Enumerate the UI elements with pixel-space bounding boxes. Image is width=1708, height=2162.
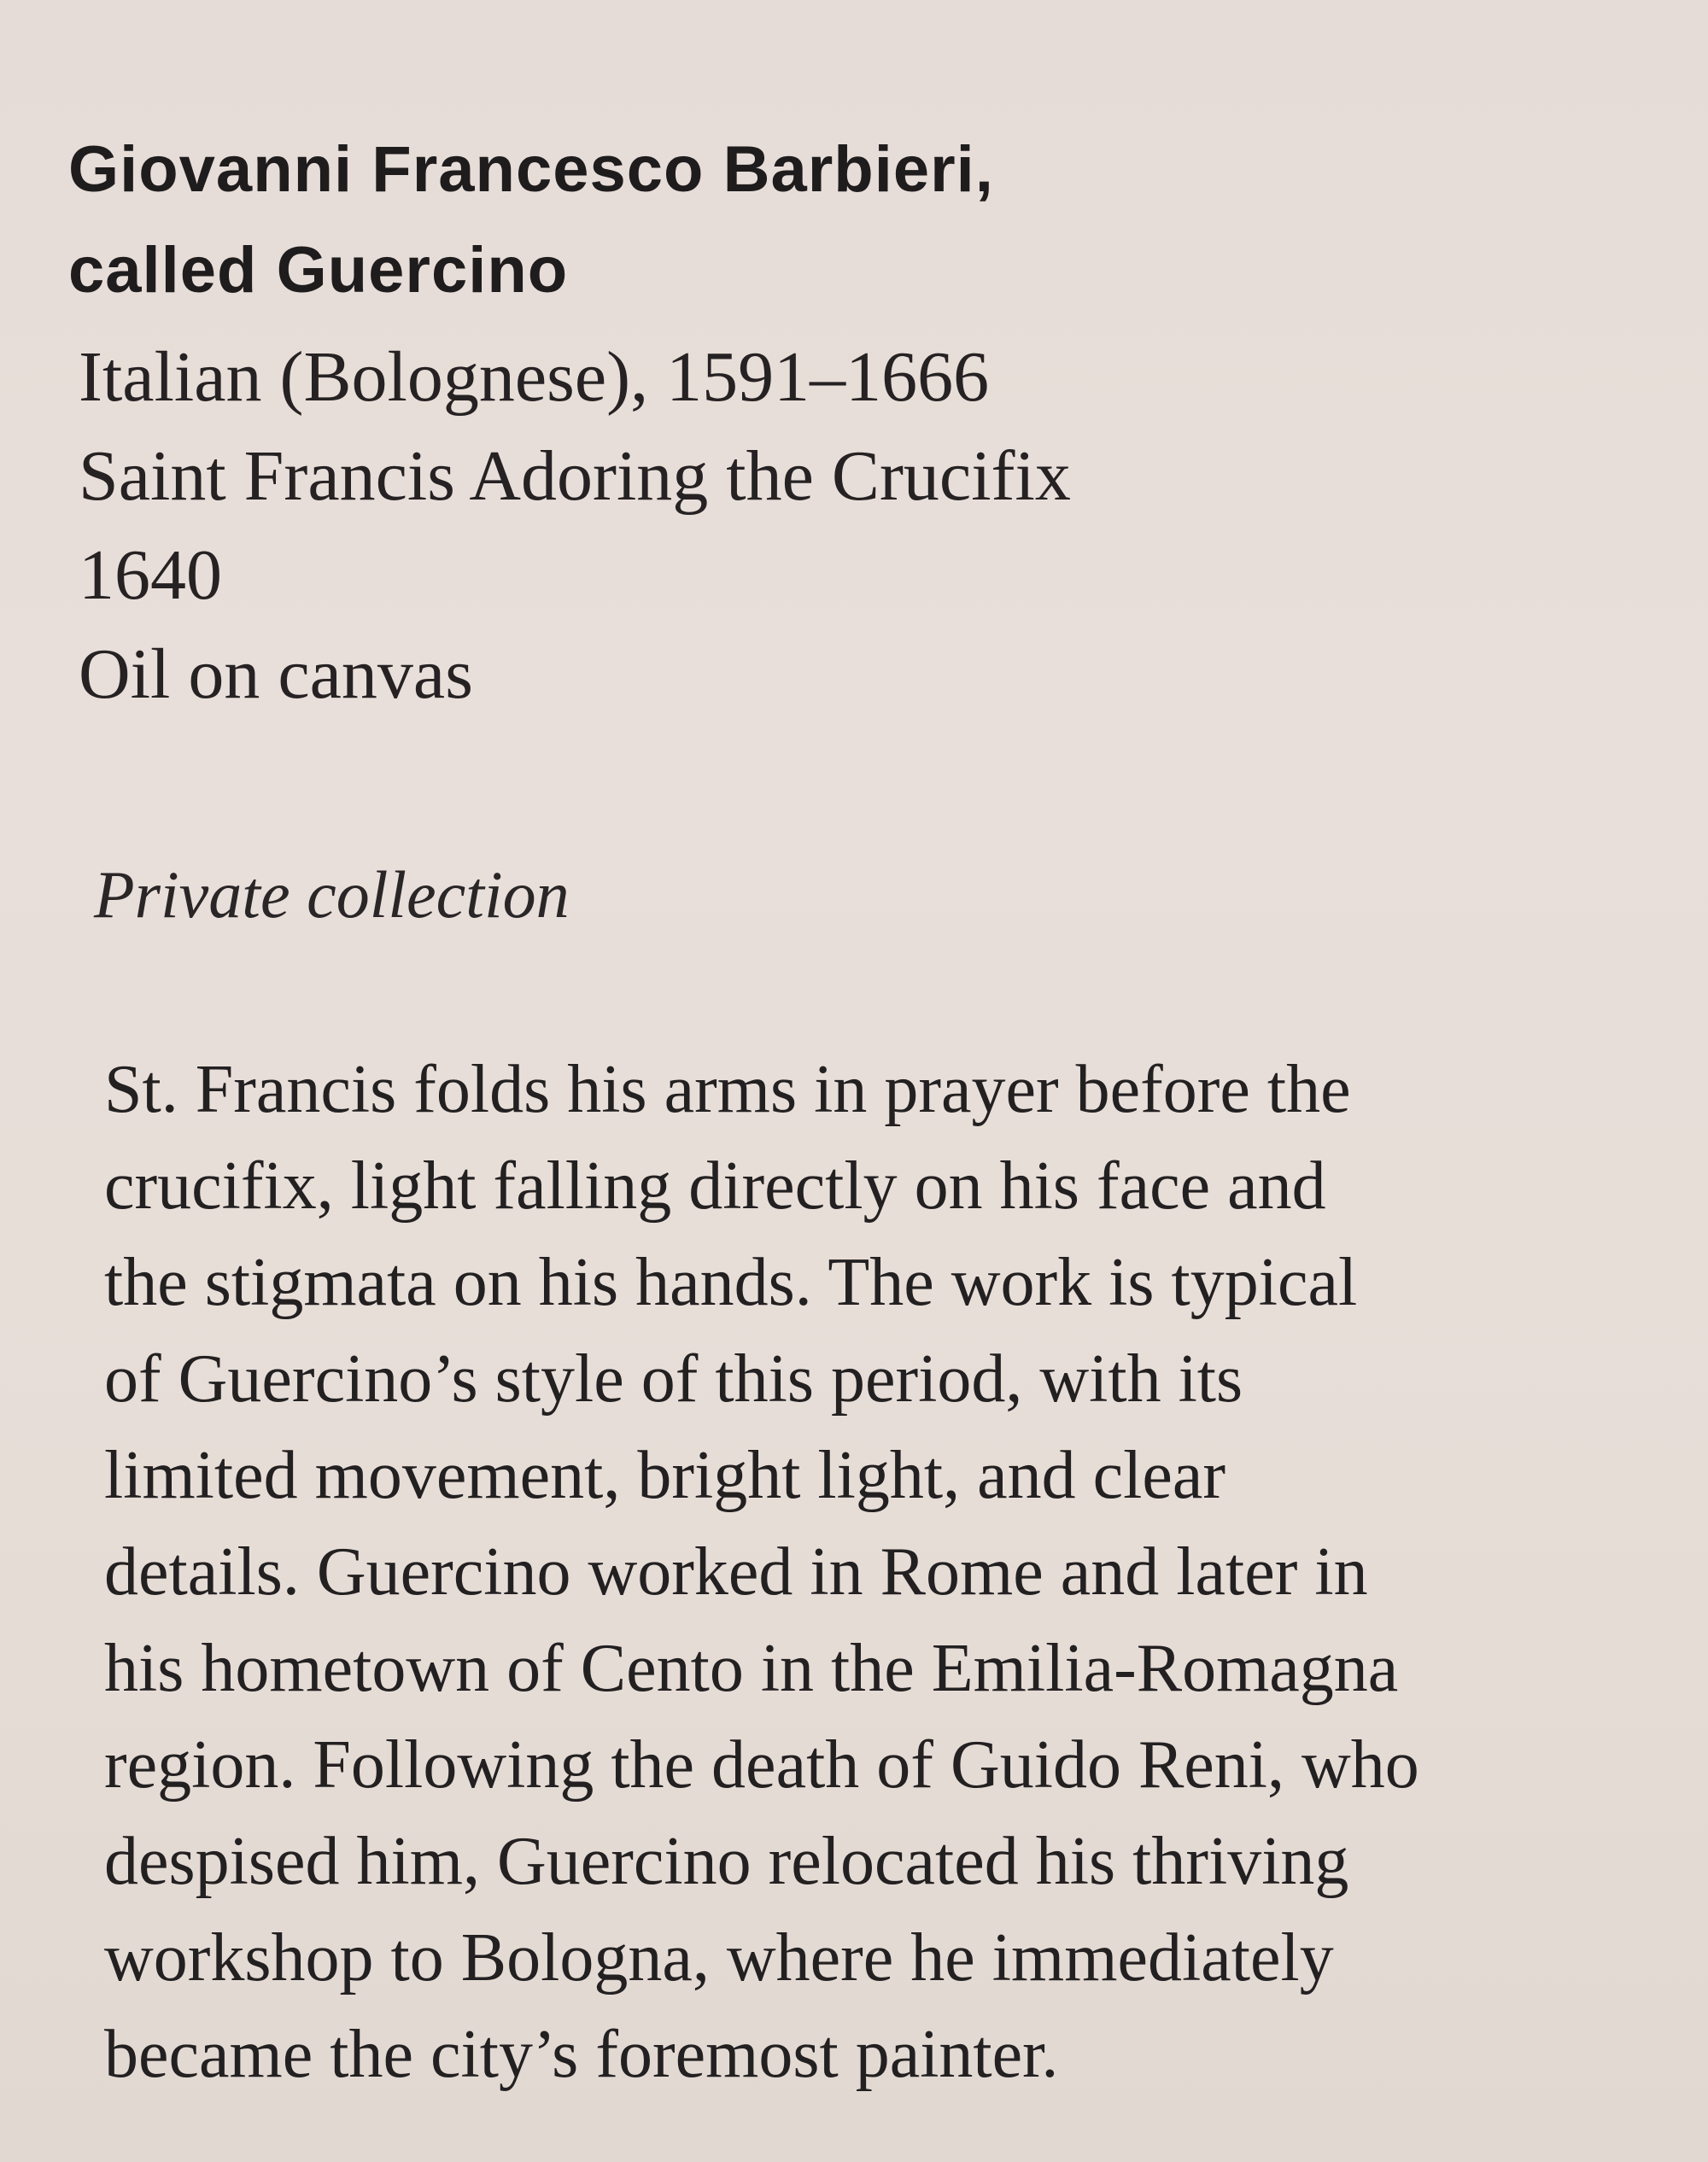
artwork-details <box>79 328 1071 724</box>
description-line: details. Guercino worked in Rome and later in <box>104 1534 1368 1610</box>
artist-name-line-1: Giovanni Francesco Barbieri, <box>68 133 994 206</box>
credit-line: Private collection <box>94 857 570 932</box>
description-line: became the city’s foremost painter. <box>104 2017 1059 2092</box>
artwork-title: Saint Francis Adoring the Crucifix <box>79 436 1071 516</box>
artist-name-line-2: called Guercino <box>68 234 569 307</box>
artwork-date: 1640 <box>79 535 222 615</box>
artwork-medium: Oil on canvas <box>79 634 473 714</box>
artist-name <box>68 120 994 321</box>
description-line: region. Following the death of Guido Reni, who <box>104 1727 1419 1803</box>
description-line: of Guercino’s style of this period, with its <box>104 1341 1243 1417</box>
description-line: St. Francis folds his arms in prayer before the <box>104 1052 1351 1127</box>
description-paragraph <box>104 1042 1641 2103</box>
description-line: crucifix, light falling directly on his face and <box>104 1148 1326 1224</box>
artist-nationality-dates: Italian (Bolognese), 1591–1666 <box>79 337 990 417</box>
description-line: his hometown of Cento in the Emilia-Romagna <box>104 1631 1399 1706</box>
description-line: workshop to Bologna, where he immediately <box>104 1920 1334 1995</box>
description-line: limited movement, bright light, and clear <box>104 1438 1226 1513</box>
description-line: despised him, Guercino relocated his thriving <box>104 1824 1349 1899</box>
description-line: the stigmata on his hands. The work is typical <box>104 1245 1358 1320</box>
